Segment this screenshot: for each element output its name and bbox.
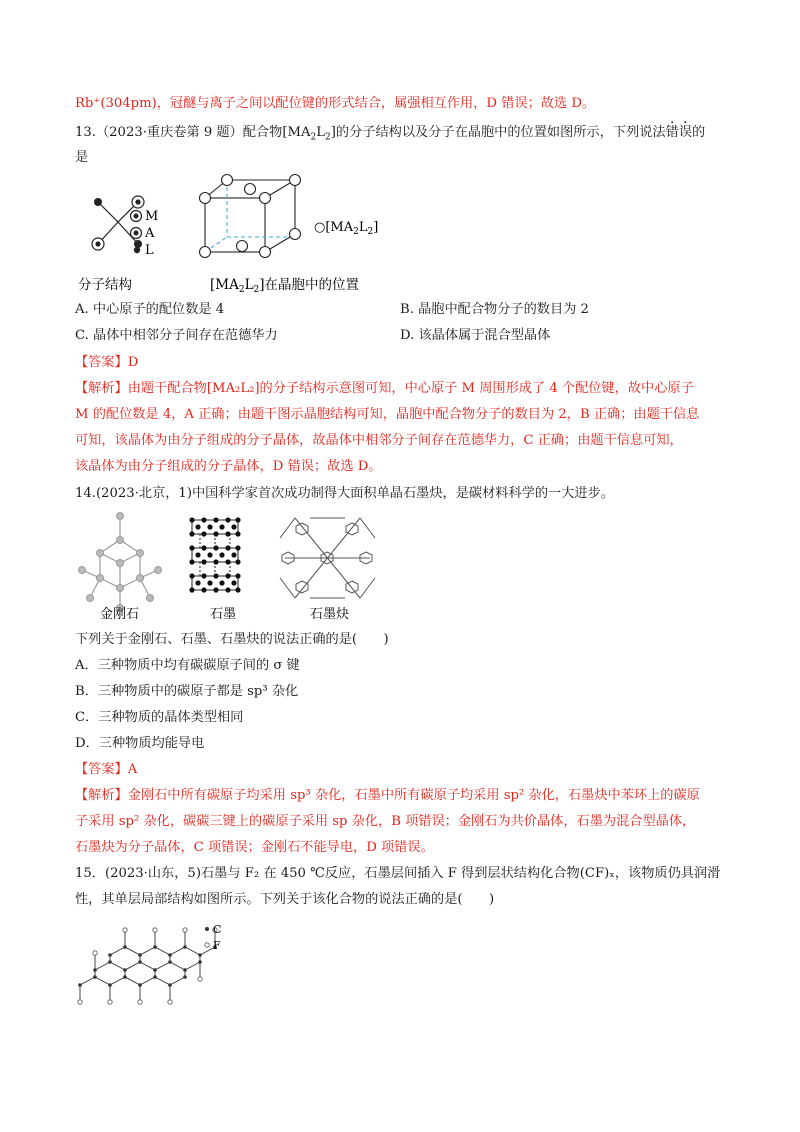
q14-option-a: A．三种物质中均有碳碳原子间的 σ 键 [75, 658, 300, 673]
q13-explanation-4: 该晶体为由分子组成的分子晶体，D 错误；故选 D。 [75, 459, 382, 474]
q13-options-row2 [75, 326, 740, 346]
q14-answer: 【答案】A [75, 762, 138, 777]
cf-layer-structure [80, 932, 215, 1000]
legend-M: M [145, 209, 159, 224]
caption-graphite: 石墨 [210, 607, 237, 622]
q15-stem-1: 15．(2023·山东，5)石墨与 F₂ 在 450 ℃反应，石墨层间插入 F 得到层状结构化合物(CF)ₓ，该物质仍具润滑 [75, 866, 721, 881]
q14-option-c: C．三种物质的晶体类型相同 [75, 710, 244, 725]
q13-option-b: B. 晶胞中配合物分子的数目为 2 [400, 302, 589, 317]
emphasis-char: 错 [665, 125, 679, 140]
caption-diamond: 金刚石 [100, 607, 140, 622]
q13-answer: 【答案】D [75, 355, 139, 370]
legend-C: C [213, 923, 222, 936]
q13-stem-cont: 是 [75, 150, 89, 165]
q14-option-b: B．三种物质中的碳原子都是 sp³ 杂化 [75, 684, 299, 699]
q14-explanation-3: 石墨炔为分子晶体，C 项错误；金刚石不能导电，D 项错误。 [75, 840, 434, 855]
q13-stem: 13.（2023·重庆卷第 9 题）配合物$[MA_2L_2]$的分子结构以及分子在晶胞中的位置如图所示，下列说法错误的 [75, 125, 706, 143]
caption-unit-cell: $[MA_2L_2]$在晶胞中的位置 [210, 277, 360, 295]
q13-option-c: C. 晶体中相邻分子间存在范德华力 [75, 328, 278, 343]
emphasis-char: 误 [678, 125, 692, 140]
prev-answer-tail: Rb⁺(304pm)，冠醚与离子之间以配位键的形式结合，属强相互作用，D 错误；故选 D。 [75, 96, 596, 111]
legend-L: L [145, 243, 154, 258]
caption-graphdiyne: 石墨炔 [310, 607, 350, 622]
graphdiyne-structure [280, 518, 375, 598]
graphite-structure [189, 517, 240, 592]
legend-c-dot [205, 927, 209, 931]
q13-figure [70, 172, 400, 298]
unit-cell-molecules [200, 175, 301, 258]
q14-explanation-1: 【解析】金刚石中所有碳原子均采用 sp³ 杂化，石墨中所有碳原子均采用 sp² 杂化，石墨炔中苯环上的碳原 [75, 788, 700, 803]
q15-figure [70, 915, 240, 1025]
q14-question: 下列关于金刚石、石墨、石墨炔的说法正确的是( ) [75, 632, 389, 647]
q14-explanation-2: 子采用 sp² 杂化，碳碳三键上的碳原子采用 sp 杂化，B 项错误；金刚石为共价晶体，石墨为混合型晶体， [75, 814, 696, 829]
q13-explanation-2: M 的配位数是 4，A 正确；由题干图示晶胞结构可知，晶胞中配合物分子的数目为 2，B 正确；由题干信息 [75, 407, 700, 422]
legend-f-dot [205, 943, 209, 947]
q14-figure [70, 508, 390, 623]
legend-F: F [213, 939, 221, 952]
cell-legend: $○[MA_2L_2]$ [314, 220, 379, 237]
legend-A: A [145, 226, 155, 241]
q14-stem: 14.(2023·北京，1)中国科学家首次成功制得大面积单晶石墨炔，是碳材料科学的一大进步。 [75, 486, 614, 501]
q13-explanation-1: 【解析】由题干配合物[MA₂L₂]的分子结构示意图可知，中心原子 M 周围形成了 4 个配位键，故中心原子 [75, 381, 694, 396]
q14-option-d: D．三种物质均能导电 [75, 736, 205, 751]
q13-explanation-3: 可知，该晶体为由分子组成的分子晶体，故晶体中相邻分子间存在范德华力，C 正确；由题干信息可知， [75, 433, 683, 448]
q13-option-d: D. 该晶体属于混合型晶体 [400, 328, 551, 343]
molecule-structure [92, 196, 144, 250]
q15-stem-2: 性，其单层局部结构如图所示。下列关于该化合物的说法正确的是( ) [75, 892, 495, 907]
q13-option-a: A. 中心原子的配位数是 4 [75, 302, 225, 317]
q13-options-row1 [75, 300, 740, 320]
caption-molecule: 分子结构 [78, 277, 132, 293]
